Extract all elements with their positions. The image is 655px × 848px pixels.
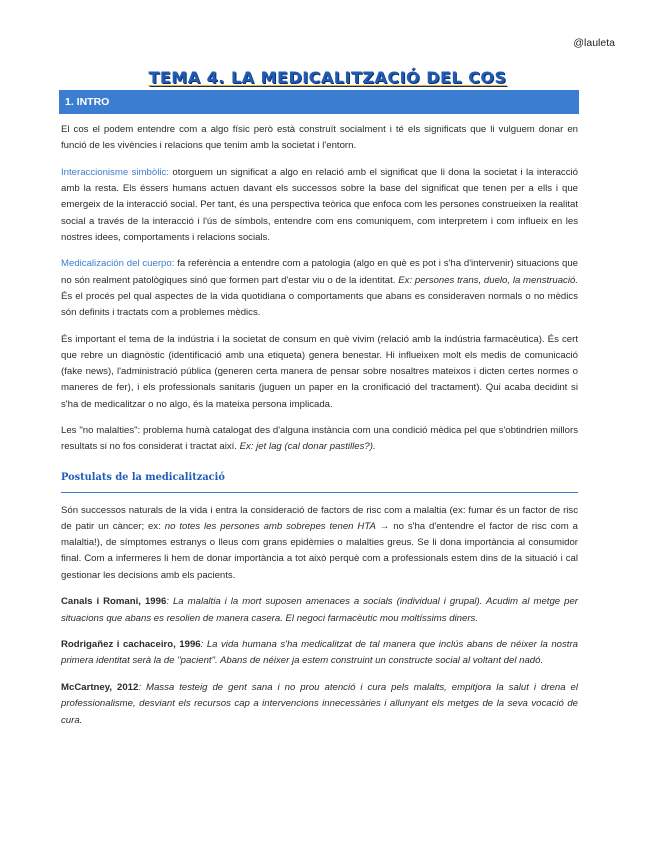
postulats-text-2: → no s'ha d'entendre el factor de risc com a malaltia!), de símptomes estranys o lleus com grans epidèmies o malalties greus. Se li dona importància al consumidor final. Com a infermeres li hem de donar importància a tot això perquè com a professionals estem dins de la situació i cal gestionar les decisions amb els pacients.	[61, 521, 578, 581]
quote-text: : La vida humana s'ha medicalitzat de tal manera que inclús abans de néixer la nostra primera identitat serà la de "pacient". Abans de néixer ja estem construint un constructe social al voltant del nadó.	[61, 639, 578, 667]
medicalizacion-paragraph	[61, 256, 578, 321]
medicalizacion-text-2: És el procés pel qual aspectes de la vida quotidiana o comportaments que abans es consideraven normals o no mèdics són definits i tractats com a problemes mèdics.	[61, 290, 578, 319]
quote-paragraph	[61, 637, 578, 669]
medicalizacion-term: Medicalización del cuerpo:	[61, 258, 175, 270]
interaccionisme-paragraph	[61, 165, 578, 246]
quote-paragraph	[61, 680, 578, 729]
quote-author: Rodrigañez i cachaceiro, 1996	[61, 639, 201, 651]
quote-text: : Massa testeig de gent sana i no prou atenció i cura pels malalts, empitjora la salut i drena el professionalisme, desviant els recursos cap a intervencions innecessàries i allunyant els metges de la seva vocació de cura.	[61, 682, 578, 726]
quote-author: Canals i Romani, 1996	[61, 596, 167, 608]
quote-paragraph	[61, 594, 578, 626]
quote-text: : La malaltia i la mort suposen amenaces a socials (individual i grupal). Acudim al metge per situacions que abans es resolien de manera casera. El negoci farmacèutic mou moltíssims diners.	[61, 596, 579, 624]
no-malalties-text: Les "no malalties": problema humà catalogat des d'alguna instància com una condició mèdica pel que s'obtindrien millors resultats si no fos considerat i tractat així.	[61, 425, 578, 453]
postulats-example: no totes les persones amb sobrepes tenen HTA	[164, 521, 376, 533]
page-title: TEMA 4. LA MEDICALITZACIÓ DEL COS	[148, 68, 507, 87]
medicalizacion-example: Ex: persones trans, duelo, la menstruació.	[398, 274, 578, 286]
postulats-paragraph	[61, 503, 578, 584]
no-malalties-paragraph	[61, 423, 578, 455]
interaccionisme-term: Interaccionisme simbòlic:	[61, 166, 169, 178]
interaccionisme-text: otorguem un significat a algo en relació amb el significat que li dona la societat i la interacció amb la resta. Els éssers humans actuen davant els successos sobre la base del significat que tenen per a ells i que emergeix de la interacció social. Per tant, és una perspectiva teòrica que enfoca com les persones construeixen la realitat social a través de la interacció i l'ús de símbols, entendre com ens comuniquem, com interpretem i com influeix en les nostres idees, comportaments i relacions socials.	[61, 166, 578, 243]
intro-paragraph: El cos el podem entendre com a algo físic però està construït socialment i té els significats que li vulguem donar en funció de les vivències i relacions que tenim amb la societat i l'entorn.	[61, 124, 578, 152]
author-handle: @lauleta	[573, 37, 615, 49]
no-malalties-example: Ex: jet lag (cal donar pastilles?).	[239, 441, 376, 453]
medicalizacion-text-1: fa referència a entendre com a patologia (algo en què es pot i s'ha d'intervenir) situacions que no són realment patològiques sinó que formen part d'estar viu o de la identitat.	[61, 258, 579, 286]
quote-author: McCartney, 2012	[61, 682, 139, 694]
document-body	[61, 122, 578, 739]
section-header-intro: 1. INTRO	[59, 90, 579, 114]
postulats-heading: Postulats de la medicalització	[61, 470, 578, 493]
postulats-text-1: Són successos naturals de la vida i entra la consideració de factors de risc com a malaltia (ex: fumar és un factor de risc de patir un càncer; ex:	[61, 504, 578, 533]
industria-paragraph: És important el tema de la indústria i la societat de consum en què vivim (relació amb la indústria farmacèutica). És cert que rebre un diagnòstic (identificació amb una etiqueta) genera benestar. Hi influeixen molt els medis de comunicació (fake news), l'administració pública (generen certa manera de pensar sobre nosaltres mateixos i dicten certes normes o maneres de fer), i els professionals sanitaris (juguen un paper en la cronificació del tractament). Qui acaba decidint si s'ha de medicalitzar o no algo, és la mateixa persona implicada.	[61, 333, 578, 410]
